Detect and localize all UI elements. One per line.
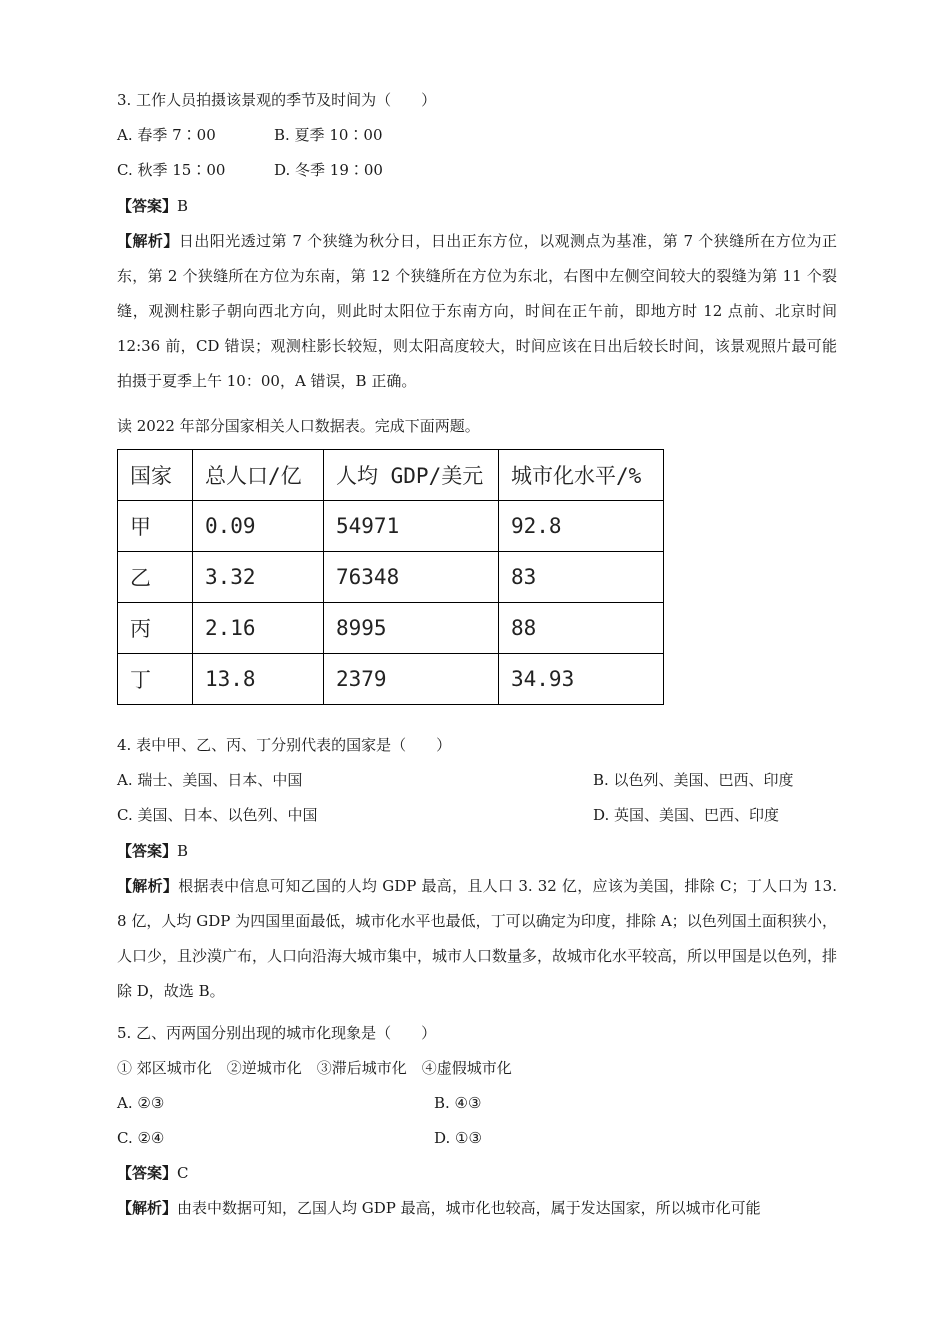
analysis-text: 由表中数据可知，乙国人均 GDP 最高，城市化也较高，属于发达国家，所以城市化可能 <box>177 1199 761 1217</box>
q5-option-c: C. ②④ <box>117 1129 165 1147</box>
table-cell: 76348 <box>324 552 499 603</box>
table-cell: 3.32 <box>193 552 324 603</box>
table-cell: 丙 <box>118 603 193 654</box>
analysis-label: 【解析】 <box>117 1199 178 1217</box>
table-cell: 13.8 <box>193 654 324 705</box>
table-cell: 54971 <box>324 501 499 552</box>
table-row <box>118 654 664 705</box>
analysis-text: 日出阳光透过第 7 个狭缝为秋分日，日出正东方位，以观测点为基准，第 7 个狭缝所在方位为正东，第 2 个狭缝所在方位为东南，第 12 个狭缝所在方位为东北，右图中左侧空间较大的裂缝为第 11 个裂缝，观测柱影子朝向西北方向，则此时太阳位于东南方向，时间在正午前，即地方时 12 点前、北京时间 12:36 前，CD 错误；观测柱影长较短，则太阳高度较大，时间应该在日出后较长时间，该景观照片最可能拍摄于夏季上午 10：00，A 错误，B 正确。 <box>117 232 837 390</box>
q3-analysis <box>117 224 837 399</box>
q5-option-b: B. ④③ <box>434 1094 482 1112</box>
q5-analysis <box>117 1191 837 1226</box>
table-intro: 读 2022 年部分国家相关人口数据表。完成下面两题。 <box>117 417 480 435</box>
q3-option-a: A. 春季 7∶00 <box>117 126 216 144</box>
header-country: 国家 <box>118 450 193 501</box>
table-cell: 8995 <box>324 603 499 654</box>
header-population: 总人口/亿 <box>193 450 324 501</box>
q5-option-a: A. ②③ <box>117 1094 165 1112</box>
q4-option-a: A. 瑞士、美国、日本、中国 <box>117 771 303 789</box>
table-row <box>118 501 664 552</box>
table-cell: 丁 <box>118 654 193 705</box>
q4-option-d: D. 英国、美国、巴西、印度 <box>593 806 780 824</box>
q3-option-b: B. 夏季 10∶00 <box>274 126 383 144</box>
table-row <box>118 603 664 654</box>
table-cell: 2.16 <box>193 603 324 654</box>
q5-answer <box>117 1163 189 1183</box>
q4-option-c: C. 美国、日本、以色列、中国 <box>117 806 318 824</box>
analysis-label: 【解析】 <box>117 232 179 250</box>
table-cell: 2379 <box>324 654 499 705</box>
q5-stem: 5. 乙、丙两国分别出现的城市化现象是（ ） <box>117 1024 437 1042</box>
table-cell: 甲 <box>118 501 193 552</box>
table-header-row <box>118 450 664 501</box>
answer-value: B <box>177 197 189 215</box>
header-gdp: 人均 GDP/美元 <box>324 450 499 501</box>
population-table <box>117 449 664 705</box>
q4-stem: 4. 表中甲、乙、丙、丁分别代表的国家是（ ） <box>117 736 452 754</box>
q3-stem: 3. 工作人员拍摄该景观的季节及时间为（ ） <box>117 91 437 109</box>
table-cell: 0.09 <box>193 501 324 552</box>
answer-value: B <box>177 842 189 860</box>
analysis-text: 根据表中信息可知乙国的人均 GDP 最高，且人口 3. 32 亿，应该为美国，排除 C；丁人口为 13. 8 亿，人均 GDP 为四国里面最低，城市化水平也最低，丁可以确定为印度，排除 A；以色列国土面积狭小，人口少，且沙漠广布，人口向沿海大城市集中，城市人口数量多，故城市化水平较高，所以甲国是以色列，排除 D，故选 B。 <box>117 877 838 1000</box>
table-cell: 92.8 <box>499 501 664 552</box>
table-cell: 乙 <box>118 552 193 603</box>
table-cell: 88 <box>499 603 664 654</box>
answer-label: 【答案】 <box>117 1164 178 1182</box>
table-row <box>118 552 664 603</box>
q3-option-c: C. 秋季 15∶00 <box>117 161 226 179</box>
table-cell: 34.93 <box>499 654 664 705</box>
header-urbanization: 城市化水平/% <box>499 450 664 501</box>
analysis-label: 【解析】 <box>117 877 179 895</box>
table-cell: 83 <box>499 552 664 603</box>
q4-option-b: B. 以色列、美国、巴西、印度 <box>593 771 794 789</box>
answer-value: C <box>177 1164 189 1182</box>
q3-answer <box>117 196 188 216</box>
answer-label: 【答案】 <box>117 197 178 215</box>
answer-label: 【答案】 <box>117 842 178 860</box>
q4-answer <box>117 841 188 861</box>
q5-option-d: D. ①③ <box>434 1129 482 1147</box>
q3-option-d: D. 冬季 19∶00 <box>274 161 383 179</box>
q4-analysis <box>117 869 837 1009</box>
q5-statements: ① 郊区城市化 ②逆城市化 ③滞后城市化 ④虚假城市化 <box>117 1059 512 1077</box>
